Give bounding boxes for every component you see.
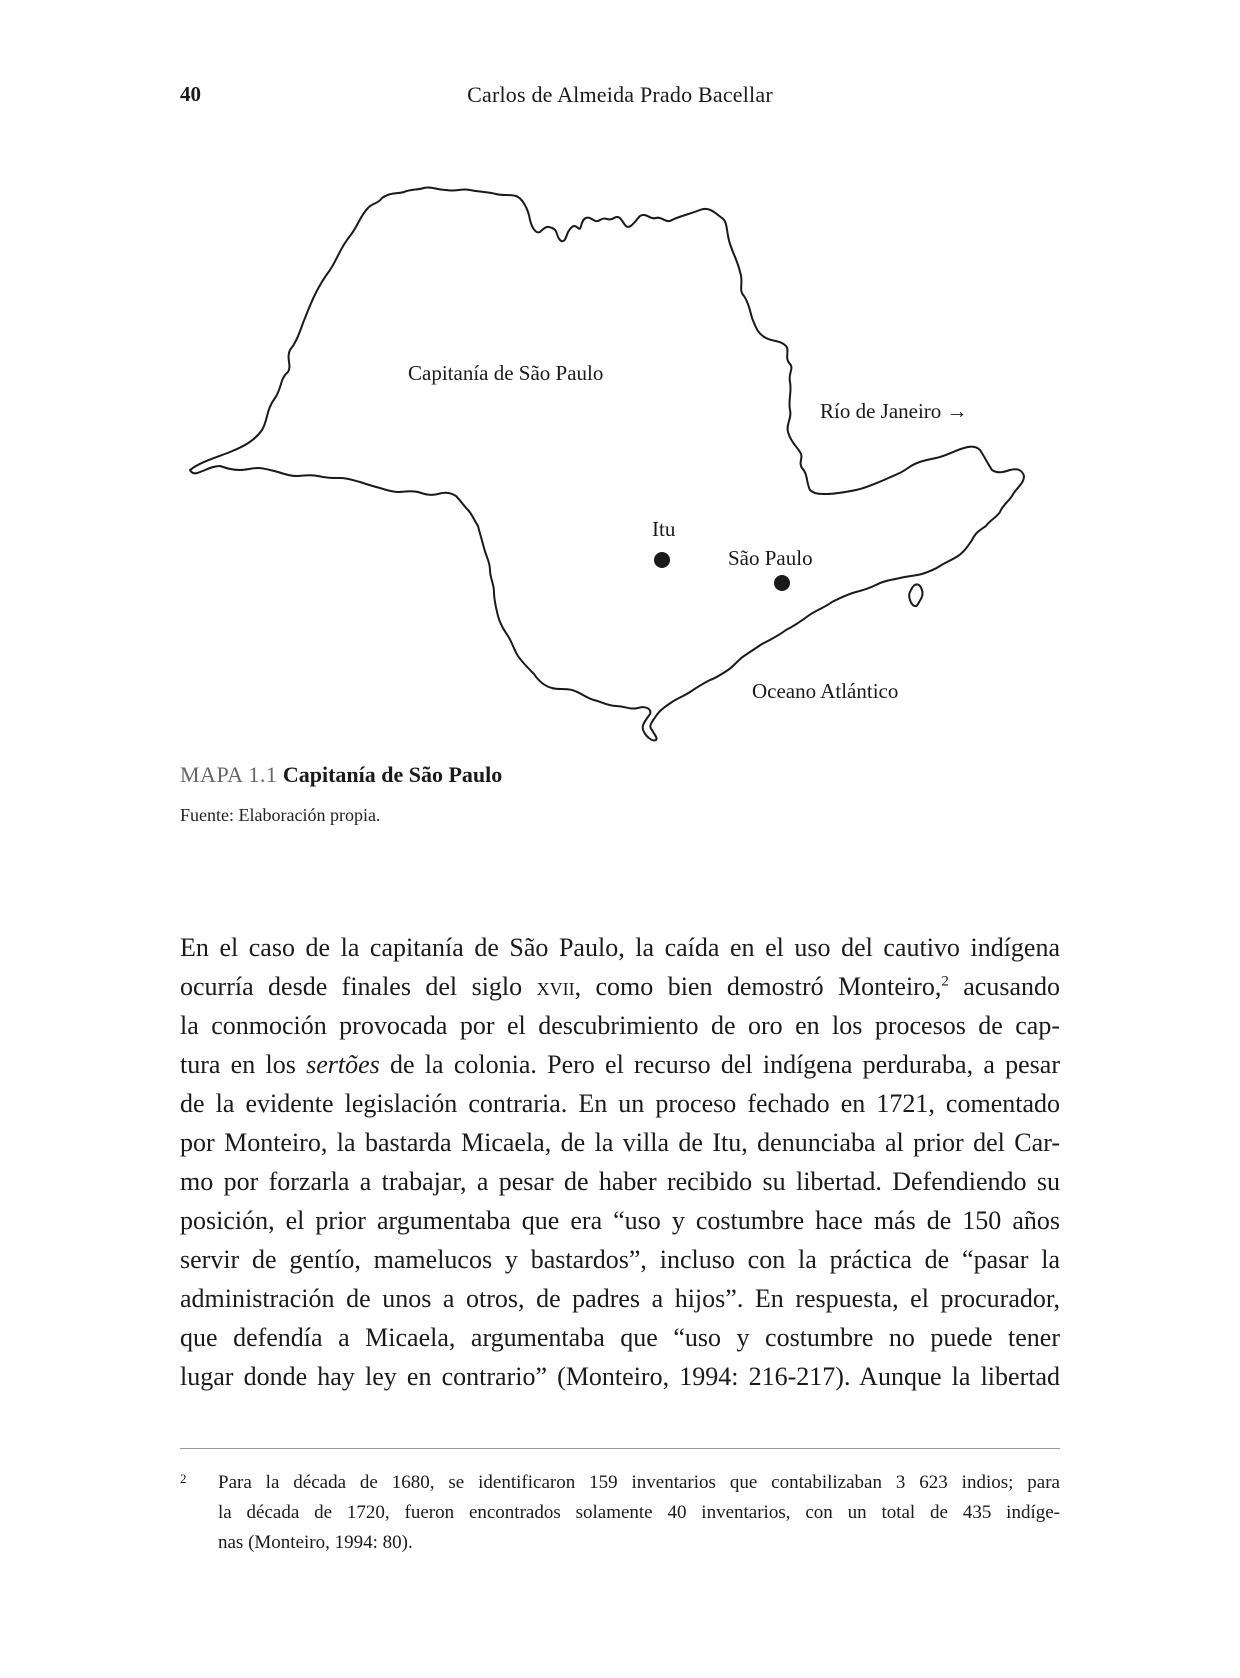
footnote-mark: 2 (180, 1471, 187, 1486)
figure-caption (180, 762, 502, 788)
footnote (180, 1468, 1060, 1558)
italic-term: sertões (306, 1050, 380, 1079)
map-label-itu: Itu (652, 517, 676, 541)
map-point-itu (654, 552, 670, 568)
body-line (180, 967, 1060, 1006)
footnote-line: la década de 1720, fueron encontrados solamente 40 inventarios, con un total de 435 indíge- (218, 1502, 1060, 1523)
century-smallcaps: xvii (536, 972, 575, 1001)
body-paragraph (180, 928, 1060, 1396)
footnote-divider (180, 1448, 1060, 1449)
body-line: por Monteiro, la bastarda Micaela, de la villa de Itu, denunciaba al prior del Car- (180, 1128, 1060, 1157)
map-label-capitania: Capitanía de São Paulo (408, 361, 604, 385)
footnote-line: nas (Monteiro, 1994: 80). (218, 1532, 413, 1553)
text-run: acusando (948, 972, 1060, 1001)
footnote-line: Para la década de 1680, se identificaron 159 inventarios que contabilizaban 3 623 indios; para (218, 1472, 1060, 1493)
text-run: de la colonia. Pero el recurso del indígena perduraba, a pesar (379, 1050, 1060, 1079)
caption-title: Capitanía de São Paulo (282, 762, 503, 787)
body-line: administración de unos a otros, de padres a hijos”. En respuesta, el procurador, (180, 1284, 1060, 1313)
running-header-author: Carlos de Almeida Prado Bacellar (467, 82, 773, 107)
map-capitania-sao-paulo (0, 0, 1240, 760)
map-label-sao-paulo: São Paulo (728, 546, 813, 570)
body-line (180, 1045, 1060, 1084)
caption-number: MAPA 1.1 (180, 762, 278, 787)
caption-source: Fuente: Elaboración propia. (180, 805, 381, 825)
body-line: En el caso de la capitanía de São Paulo, la caída en el uso del cautivo indígena (180, 933, 1060, 962)
body-line: servir de gentío, mamelucos y bastardos”, incluso con la práctica de “pasar la (180, 1245, 1060, 1274)
footnote-text (218, 1468, 1060, 1558)
footnote-reference[interactable]: 2 (941, 973, 949, 990)
map-outline (190, 187, 1024, 740)
text-run: ocurría desde finales del siglo (180, 972, 537, 1001)
map-island (909, 584, 922, 606)
body-line: la conmoción provocada por el descubrimiento de oro en los procesos de cap- (180, 1011, 1060, 1040)
body-line: posición, el prior argumentaba que era “uso y costumbre hace más de 150 años (180, 1206, 1060, 1235)
text-run: , como bien demostró Monteiro, (574, 972, 942, 1001)
text-run: tura en los (180, 1050, 307, 1079)
body-line: que defendía a Micaela, argumentaba que “uso y costumbre no puede tener (180, 1323, 1060, 1352)
map-label-rio-de-janeiro: Río de Janeiro → (820, 399, 968, 423)
body-line: lugar donde hay ley en contrario” (Monteiro, 1994: 216-217). Aunque la libertad (180, 1362, 1060, 1391)
map-label-oceano: Oceano Atlántico (752, 679, 899, 703)
body-line: mo por forzarla a trabajar, a pesar de haber recibido su libertad. Defendiendo su (180, 1167, 1060, 1196)
page-number: 40 (180, 82, 201, 106)
body-line: de la evidente legislación contraria. En un proceso fechado en 1721, comentado (180, 1089, 1060, 1118)
map-point-sao-paulo (774, 575, 790, 591)
